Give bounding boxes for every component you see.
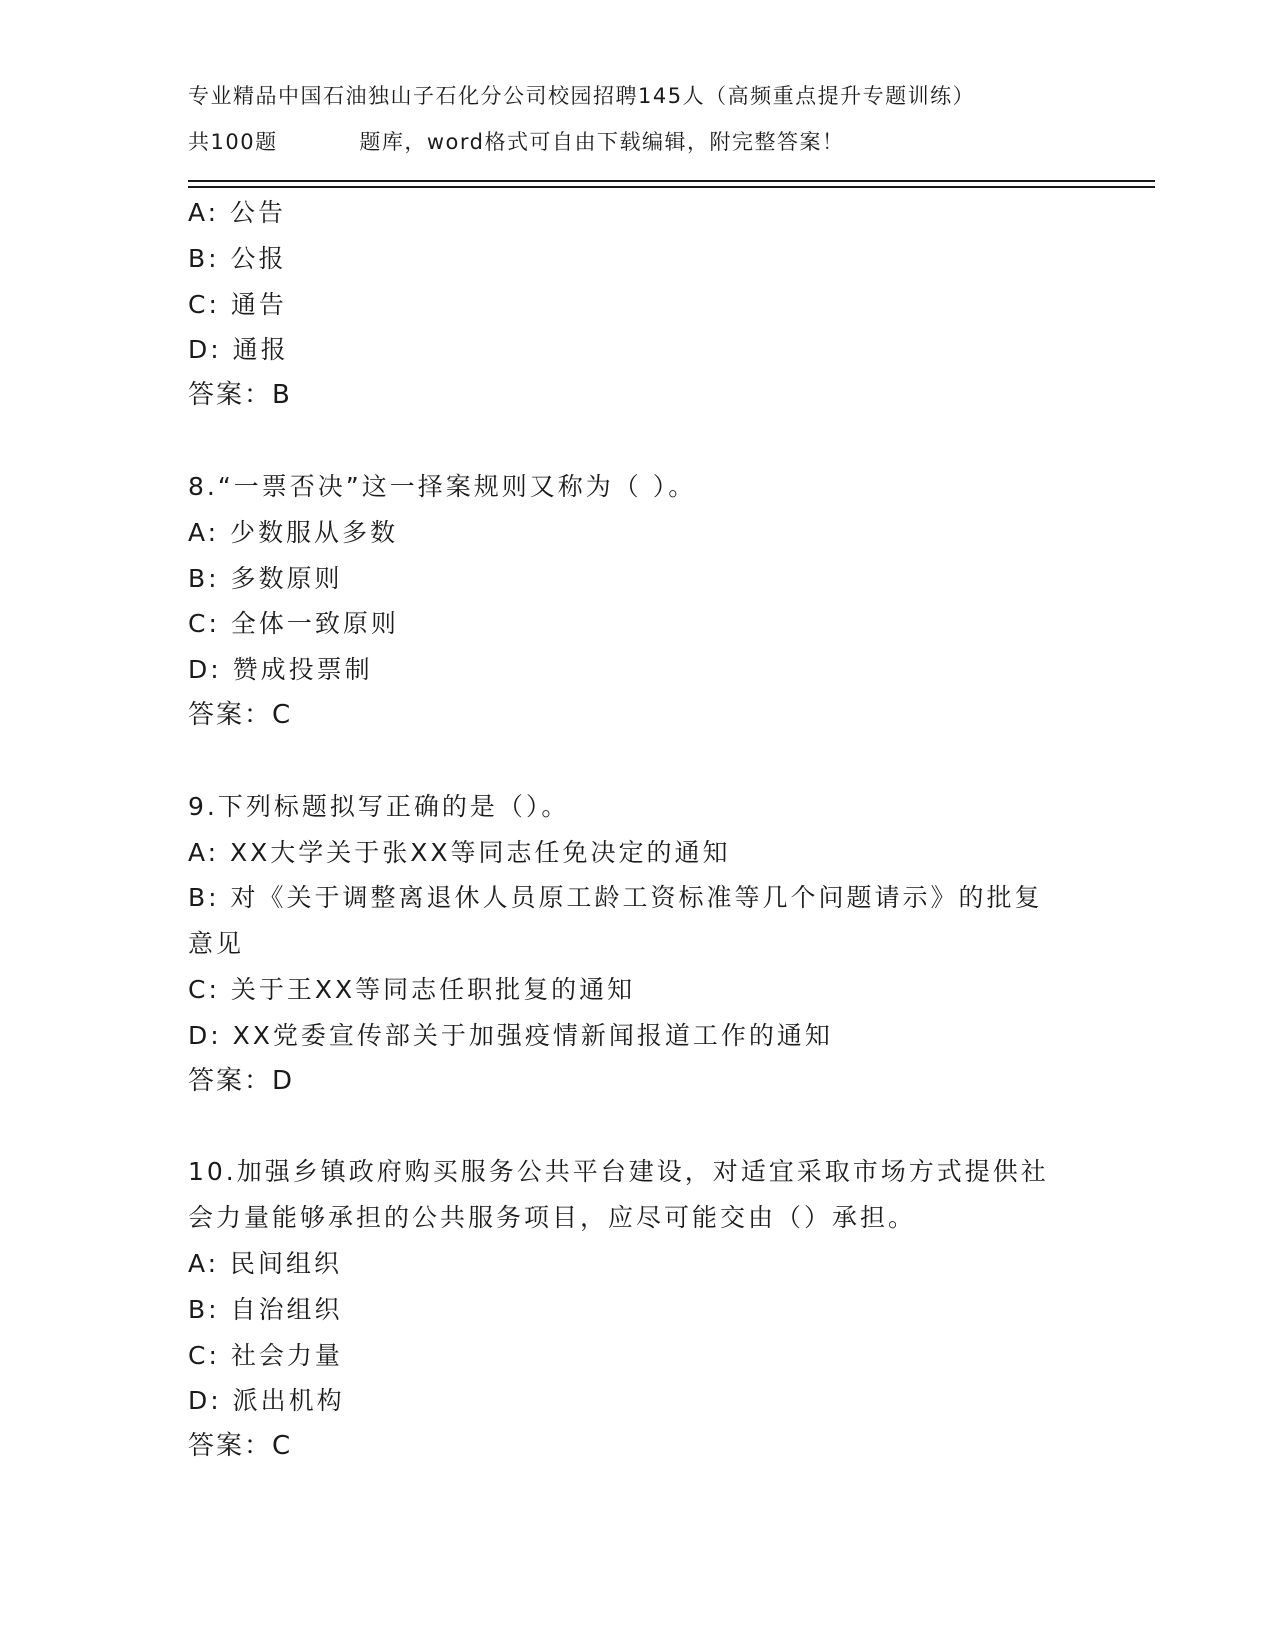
option-d: D: 派出机构 [188, 1386, 345, 1416]
option-b: B: 对《关于调整离退休人员原工龄工资标准等几个问题请示》的批复 [188, 883, 1043, 913]
question-text: 9.下列标题拟写正确的是（）。 [188, 791, 570, 821]
question-list [188, 190, 1088, 1470]
answer-line: 答案：C [188, 699, 293, 730]
header-divider-top [188, 180, 1155, 182]
option-b: B: 自治组织 [188, 1294, 343, 1324]
option-b-continued: 意见 [188, 929, 245, 959]
option-a: A: XX大学关于张XX等同志任免决定的通知 [188, 837, 731, 867]
option-d: D: 通报 [188, 335, 289, 365]
option-d: D: XX党委宣传部关于加强疫情新闻报道工作的通知 [188, 1020, 833, 1050]
option-a: A: 少数服从多数 [188, 517, 399, 547]
header-divider-bottom [188, 186, 1155, 188]
spacer [188, 419, 1088, 464]
answer-line: 答案：D [188, 1065, 295, 1096]
question-block-8 [188, 464, 1088, 739]
question-block-7 [188, 190, 1088, 419]
answer-line: 答案：C [188, 1431, 293, 1462]
header-subtitle-line: 共100题 题库，word格式可自由下载编辑，附完整答案！ [188, 129, 845, 154]
option-a: A: 民间组织 [188, 1248, 343, 1278]
question-text: 8.“一票否决”这一择案规则又称为（ ）。 [188, 471, 697, 501]
option-c: C: 通告 [188, 289, 287, 319]
spacer [188, 739, 1088, 784]
option-c: C: 社会力量 [188, 1340, 343, 1370]
document-header [188, 74, 1088, 166]
option-b: B: 公报 [188, 243, 287, 273]
option-c: C: 关于王XX等同志任职批复的通知 [188, 974, 636, 1004]
question-block-10 [188, 1149, 1088, 1470]
answer-line: 答案：B [188, 380, 292, 411]
question-text-continued: 会力量能够承担的公共服务项目，应尽可能交由（）承担。 [188, 1203, 917, 1233]
question-block-9 [188, 784, 1088, 1105]
option-d: D: 赞成投票制 [188, 655, 373, 685]
option-a: A: 公告 [188, 198, 287, 227]
option-c: C: 全体一致原则 [188, 609, 399, 639]
header-title-line: 专业精品中国石油独山子石化分公司校园招聘145人（高频重点提升专题训练） [188, 84, 976, 108]
spacer [188, 1104, 1088, 1149]
question-text: 10.加强乡镇政府购买服务公共平台建设，对适宜采取市场方式提供社 [188, 1157, 1049, 1187]
option-b: B: 多数原则 [188, 563, 343, 593]
